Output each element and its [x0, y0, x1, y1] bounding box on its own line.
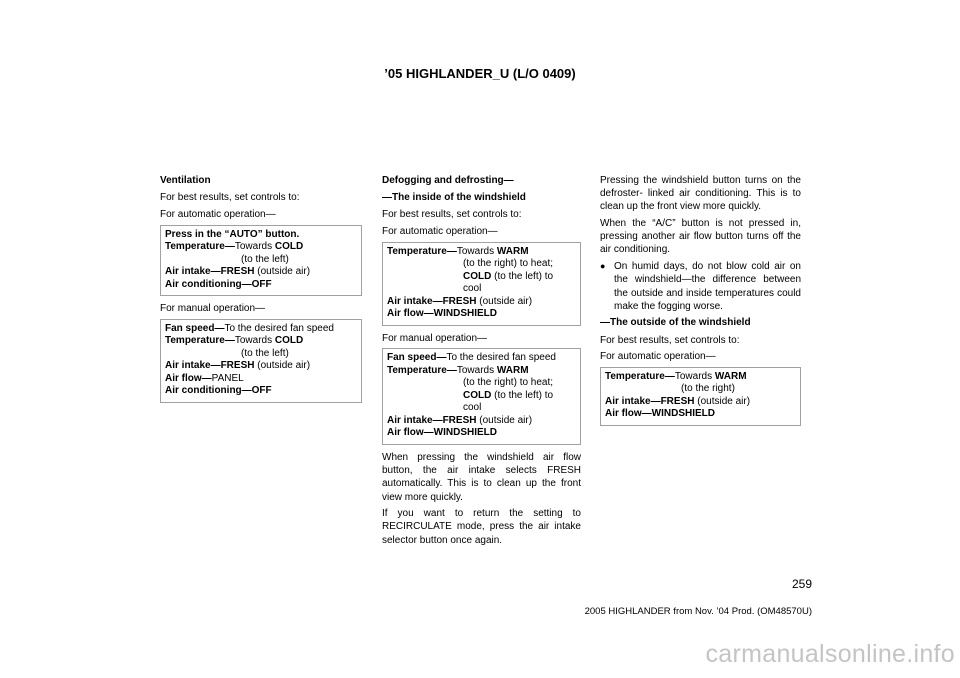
sub-heading: —The inside of the windshield: [382, 192, 526, 204]
section-heading: —The outside of the windshield: [600, 317, 751, 329]
manual-label: For manual operation—: [160, 303, 266, 315]
air-conditioning-line: Air conditioning—OFF: [165, 278, 272, 290]
paragraph-defroster: Pressing the windshield button turns on the defroster- linked air conditioning. This is to clean up the front view more quickly.: [600, 175, 801, 213]
warm-direction: (to the right) to heat;: [463, 377, 554, 389]
document-footer: 2005 HIGHLANDER from Nov. ’04 Prod. (OM48570U): [584, 606, 812, 617]
manual-settings-box: [160, 319, 362, 403]
cool-text: cool: [463, 283, 482, 295]
auto-label: For automatic operation—: [382, 226, 498, 238]
warm-direction: (to the right): [681, 383, 735, 395]
auto-settings-box: [160, 225, 362, 297]
page-number: 259: [791, 577, 812, 591]
warm-direction: (to the right) to heat;: [463, 258, 554, 270]
temperature-line: Temperature—Towards COLD: [165, 241, 304, 253]
temperature-line: Temperature—Towards WARM: [605, 370, 747, 382]
fan-speed-line: Fan speed—To the desired fan speed: [165, 322, 334, 334]
intro-text: For best results, set controls to:: [160, 192, 300, 204]
temperature-direction: (to the left): [241, 253, 289, 265]
paragraph-fresh-auto: When pressing the windshield air flow button, the air intake selects FRESH automatically. This is to clean up the front view more quickly.: [382, 451, 581, 503]
bullet-item: [600, 260, 801, 313]
manual-settings-box: [382, 348, 581, 445]
temperature-direction: (to the left): [241, 347, 289, 359]
column-defogging: [382, 174, 581, 550]
auto-settings-box: [382, 242, 581, 326]
fan-speed-line: Fan speed—To the desired fan speed: [387, 352, 556, 364]
air-flow-line: Air flow—WINDSHIELD: [605, 408, 715, 420]
air-intake-line: Air intake—FRESH (outside air): [165, 266, 311, 278]
manual-label: For manual operation—: [382, 332, 488, 344]
temperature-line: Temperature—Towards WARM: [387, 364, 529, 376]
air-intake-line: Air intake—FRESH (outside air): [387, 414, 533, 426]
cold-line: COLD (to the left) to: [463, 270, 554, 282]
section-heading: Ventilation: [160, 175, 211, 186]
section-heading: Defogging and defrosting—: [382, 175, 514, 186]
air-intake-line: Air intake—FRESH (outside air): [605, 395, 751, 407]
intro-text: For best results, set controls to:: [600, 334, 740, 346]
air-intake-line: Air intake—FRESH (outside air): [165, 360, 311, 372]
temperature-line: Temperature—Towards COLD: [165, 335, 304, 347]
cool-text: cool: [463, 402, 482, 414]
air-flow-line: Air flow—WINDSHIELD: [387, 308, 497, 320]
air-intake-line: Air intake—FRESH (outside air): [387, 295, 533, 307]
column-ventilation: [160, 174, 362, 409]
air-conditioning-line: Air conditioning—OFF: [165, 385, 272, 397]
auto-settings-box: [600, 367, 801, 426]
auto-label: For automatic operation—: [160, 208, 276, 220]
cold-line: COLD (to the left) to: [463, 389, 554, 401]
temperature-line: Temperature—Towards WARM: [387, 245, 529, 257]
column-windshield-outside: [600, 174, 801, 432]
air-flow-line: Air flow—WINDSHIELD: [387, 427, 497, 439]
air-flow-line: Air flow—PANEL: [165, 372, 244, 384]
document-header: ’05 HIGHLANDER_U (L/O 0409): [384, 66, 576, 81]
auto-label: For automatic operation—: [600, 351, 716, 363]
press-auto-line: Press in the “AUTO” button.: [165, 228, 300, 240]
paragraph-recirculate: If you want to return the setting to RECIRCULATE mode, press the air intake selector button once again.: [382, 508, 581, 546]
intro-text: For best results, set controls to:: [382, 209, 522, 221]
watermark: carmanualsonline.info: [705, 640, 955, 668]
bullet-text: On humid days, do not blow cold air on the windshield—the difference between the outside and inside temperatures could make the fogging worse.: [614, 261, 801, 312]
paragraph-ac: When the “A/C” button is not pressed in, pressing another air flow button turns off the air conditioning.: [600, 218, 801, 256]
bullet-icon: ●: [600, 261, 606, 272]
